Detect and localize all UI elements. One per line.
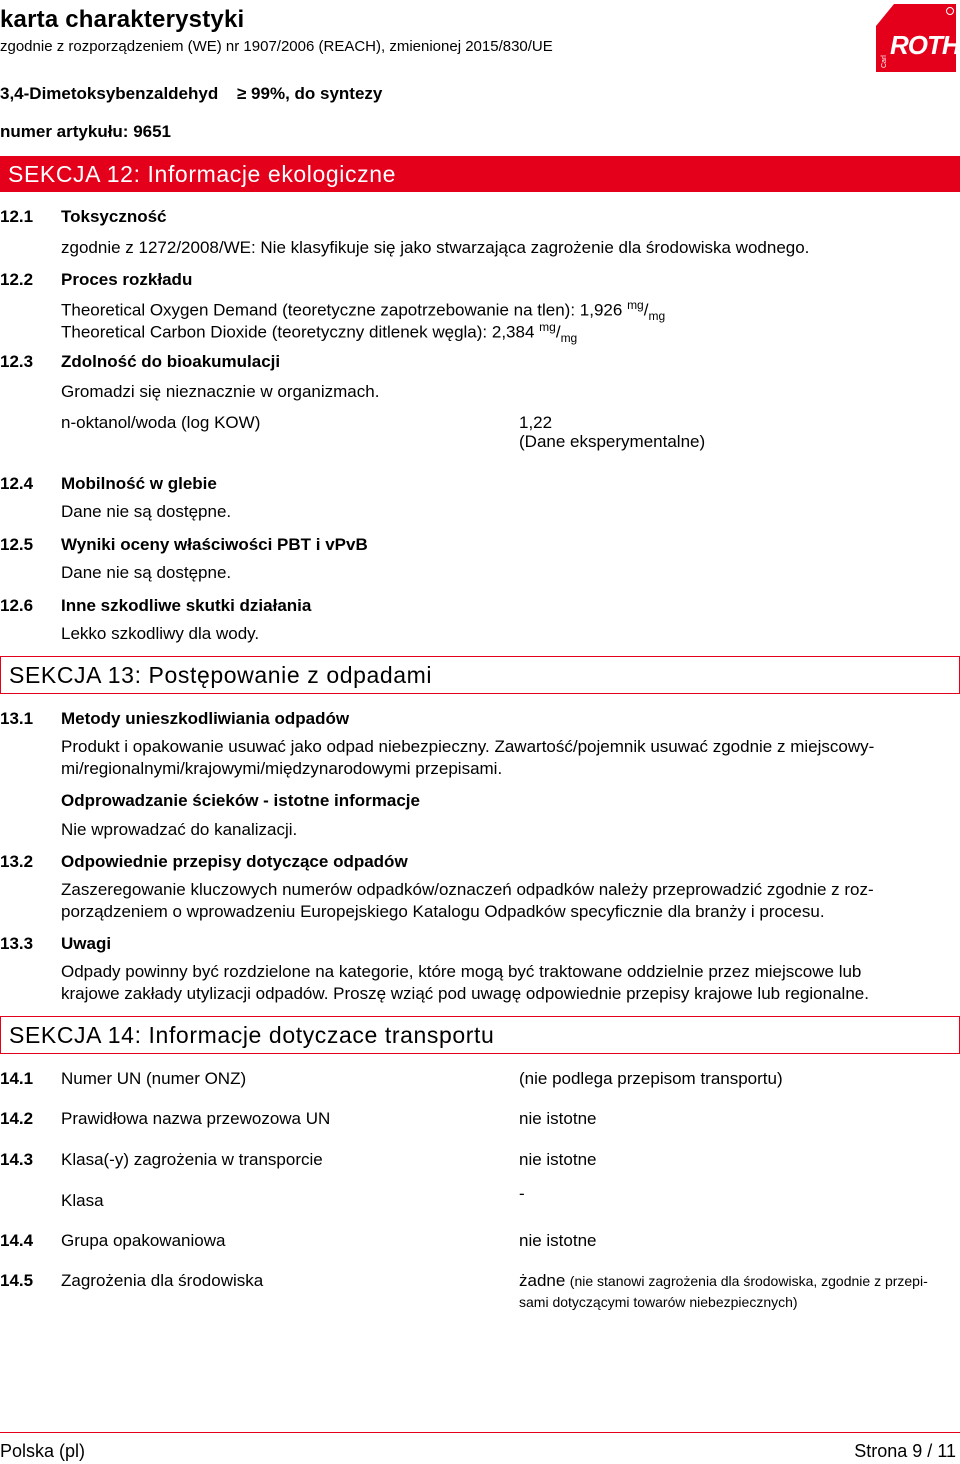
oxygen-demand-line: Theoretical Oxygen Demand (teoretyczne zapotrzebowanie na tlen): 1,926 $^{mg}/_{mg}$: [61, 298, 666, 324]
carbon-dioxide-text: Theoretical Carbon Dioxide (teoretyczny ditlenek węgla): 2,384: [61, 322, 535, 342]
product-purity: ≥ 99%, do syntezy: [236, 84, 383, 103]
unit-numerator: mg: [627, 298, 644, 312]
disposal-text-line-2: mi/regionalnymi/krajowymi/międzynarodowymi przepisami.: [61, 759, 503, 778]
carbon-dioxide-line: Theoretical Carbon Dioxide (teoretyczny ditlenek węgla): 2,384 $^{mg}/_{mg}$: [61, 320, 578, 346]
kow-note: (Dane eksperymentalne): [519, 432, 706, 451]
section-12-5-title: Wyniki oceny właściwości PBT i vPvB: [61, 535, 368, 554]
transport-row-1-value: (nie podlega przepisom transportu): [519, 1069, 783, 1088]
section-12-3-text: Gromadzi się nieznacznie w organizmach.: [61, 382, 380, 401]
product-name-line: [0, 84, 382, 104]
transport-row-5-number: 14.5: [0, 1271, 34, 1290]
unit-numerator: mg: [539, 320, 556, 334]
section-12-3-title: Zdolność do bioakumulacji: [61, 352, 281, 371]
section-12-6-title: Inne szkodliwe skutki działania: [61, 596, 312, 615]
section-12-6-number: 12.6: [0, 596, 34, 615]
transport-row-3-label: Klasa(-y) zagrożenia w transporcie: [61, 1150, 323, 1169]
waste-regulations-line-2: porządzeniem o wprowadzeniu Europejskiego Katalogu Odpadków specyficznie dla branży i procesu.: [61, 902, 825, 921]
transport-row-3-number: 14.3: [0, 1150, 34, 1169]
remarks-line-1: Odpady powinny być rozdzielone na kategorie, które mogą być traktowane oddzielnie przez miejscowe lub: [61, 962, 862, 981]
transport-row-5-note-1: (nie stanowi zagrożenia dla środowiska, zgodnie z przepi-: [569, 1273, 928, 1289]
section-12-3-number: 12.3: [0, 352, 34, 371]
article-number: numer artykułu: 9651: [0, 122, 172, 141]
section-13-2-title: Odpowiednie przepisy dotyczące odpadów: [61, 852, 408, 871]
section-12-1-text: zgodnie z 1272/2008/WE: Nie klasyfikuje się jako stwarzająca zagrożenie dla środowiska wodnego.: [61, 238, 810, 257]
document-title: karta charakterystyki: [0, 6, 245, 33]
section-12-4-title: Mobilność w glebie: [61, 474, 217, 493]
oxygen-demand-text: Theoretical Oxygen Demand (teoretyczne zapotrzebowanie na tlen): 1,926: [61, 300, 623, 320]
transport-row-1-label: Numer UN (numer ONZ): [61, 1069, 247, 1088]
transport-row-5-label: Zagrożenia dla środowiska: [61, 1271, 264, 1290]
transport-row-5-value: żadne: [519, 1271, 566, 1290]
kow-label: n-oktanol/woda (log KOW): [61, 413, 261, 432]
section-12-5-number: 12.5: [0, 535, 34, 554]
section-12-1-number: 12.1: [0, 207, 34, 226]
transport-row-3-value: nie istotne: [519, 1150, 597, 1169]
section-14-header: SEKCJA 14: Informacje dotyczace transportu: [0, 1016, 960, 1054]
transport-row-5-note-2: sami dotyczącymi towarów niebezpiecznych): [519, 1294, 798, 1310]
transport-class-value: -: [519, 1184, 525, 1203]
section-12-5-text: Dane nie są dostępne.: [61, 563, 232, 582]
section-12-header: SEKCJA 12: Informacje ekologiczne: [0, 156, 960, 192]
carl-roth-logo: [876, 4, 956, 72]
transport-row-4-label: Grupa opakowaniowa: [61, 1231, 226, 1250]
section-12-2-number: 12.2: [0, 270, 34, 289]
section-13-header: SEKCJA 13: Postępowanie z odpadami: [0, 656, 960, 694]
disposal-text-line-1: Produkt i opakowanie usuwać jako odpad niebezpieczny. Zawartość/pojemnik usuwać zgodnie z miejscowy-: [61, 737, 875, 756]
section-13-1-number: 13.1: [0, 709, 34, 728]
section-12-1-title: Toksyczność: [61, 207, 167, 226]
transport-row-4-number: 14.4: [0, 1231, 34, 1250]
section-12-2-title: Proces rozkładu: [61, 270, 193, 289]
unit-denominator: mg: [648, 309, 666, 324]
section-13-3-title: Uwagi: [61, 934, 112, 953]
kow-value: 1,22: [519, 413, 553, 432]
waste-regulations-line-1: Zaszeregowanie kluczowych numerów odpadków/oznaczeń odpadków należy przeprowadzić zgodnie z roz-: [61, 880, 874, 899]
transport-row-4-value: nie istotne: [519, 1231, 597, 1250]
transport-class-label: Klasa: [61, 1191, 104, 1210]
transport-row-2-label: Prawidłowa nazwa przewozowa UN: [61, 1109, 331, 1128]
transport-row-2-value: nie istotne: [519, 1109, 597, 1128]
section-13-3-number: 13.3: [0, 934, 34, 953]
logo-small-text: Carl: [881, 55, 888, 68]
transport-row-1-number: 14.1: [0, 1069, 34, 1088]
sewage-text: Nie wprowadzać do kanalizacji.: [61, 820, 298, 839]
section-13-1-title: Metody unieszkodliwiania odpadów: [61, 709, 350, 728]
section-12-4-text: Dane nie są dostępne.: [61, 502, 232, 521]
product-name: 3,4-Dimetoksybenzaldehyd: [0, 84, 219, 103]
footer-page-number: Strona 9 / 11: [854, 1441, 956, 1461]
unit-denominator: mg: [560, 331, 578, 346]
remarks-line-2: krajowe zakłady utylizacji odpadów. Proszę wziąć pod uwagę odpowiednie przepisy krajowe lub regionalne.: [61, 984, 869, 1003]
transport-row-2-number: 14.2: [0, 1109, 34, 1128]
logo-text: ROTH: [890, 30, 956, 60]
footer-language: Polska (pl): [0, 1441, 86, 1461]
footer-divider: [0, 1432, 960, 1433]
section-12-6-text: Lekko szkodliwy dla wody.: [61, 624, 260, 643]
document-subtitle: zgodnie z rozporządzeniem (WE) nr 1907/2006 (REACH), zmienionej 2015/830/UE: [0, 38, 553, 55]
section-13-2-number: 13.2: [0, 852, 34, 871]
transport-row-5-value-line: [519, 1271, 928, 1291]
section-12-4-number: 12.4: [0, 474, 34, 493]
sewage-title: Odprowadzanie ścieków - istotne informacje: [61, 791, 420, 810]
